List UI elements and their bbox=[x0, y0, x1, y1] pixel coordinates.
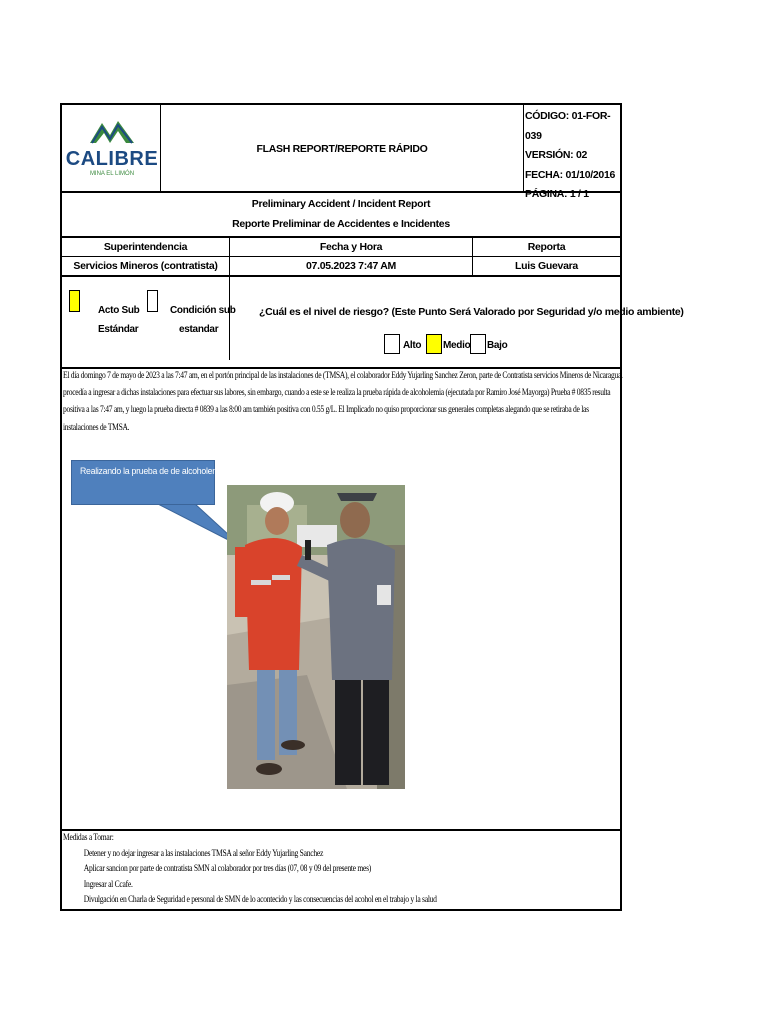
risk-bajo-label: Bajo bbox=[487, 340, 508, 351]
document-page: PÁGINA: 1 / 1 bbox=[525, 188, 589, 200]
risk-medio-box[interactable] bbox=[426, 334, 442, 354]
document-control-block bbox=[525, 107, 620, 205]
risk-bajo-box[interactable] bbox=[470, 334, 486, 354]
measures-section bbox=[63, 831, 591, 909]
company-name: CALIBRE bbox=[65, 148, 159, 170]
acto-sub-checkbox[interactable] bbox=[69, 290, 80, 312]
condicion-sub-label-2: estandar bbox=[179, 324, 219, 335]
document-version: VERSIÓN: 02 bbox=[525, 149, 588, 161]
incident-photo-image bbox=[227, 485, 405, 789]
risk-alto-box[interactable] bbox=[384, 334, 400, 354]
report-title: FLASH REPORT/REPORTE RÁPIDO bbox=[256, 142, 428, 155]
subtitle-english: Preliminary Accident / Incident Report bbox=[251, 198, 431, 210]
photo-callout bbox=[71, 460, 226, 505]
report-form bbox=[60, 103, 684, 911]
incident-narrative: El día domingo 7 de mayo de 2023 a las 7:47 am, en el portón principal de las instalaciones de (TMSA), el colaborador Eddy Yujarling Sanchez Zeron, parte de Contratista servicios Mineros de Nicaragua. procedía a ingresar a dichas instalaciones para efectuar sus labores, sin embargo, cuando a este se le realiza la prueba rápida de alcoholemia (ejecutada por Ramiro José Mayorga) Prueba # 0835 resulta positiva a las 7:47 am, y luego la prueba directa # 0839 a las 8:00 am también positiva con 0.55 g/L. El Implicado no quiso proporcionar sus generales completas alegando que se retiraba de las instalaciones de TMSA. bbox=[63, 370, 623, 432]
incident-photo bbox=[227, 485, 405, 789]
superintendencia-value: Servicios Mineros (contratista) bbox=[73, 260, 218, 272]
reporta-header: Reporta bbox=[527, 241, 566, 253]
calibre-logo bbox=[64, 107, 160, 191]
document-date: FECHA: 01/10/2016 bbox=[525, 168, 616, 181]
superintendencia-header: Superintendencia bbox=[103, 241, 188, 253]
risk-alto-label: Alto bbox=[403, 340, 422, 351]
measure-item: Ingresar al Ccafe. bbox=[83, 879, 133, 890]
subtitle-spanish: Reporte Preliminar de Accidentes e Incidentes bbox=[232, 218, 450, 230]
measure-item: Divulgación en Charla de Seguridad e personal de SMN de lo acontecido y las consecuencias del acohol en el trabajo y la salud bbox=[83, 895, 437, 905]
acto-sub-label-1: Acto Sub bbox=[98, 305, 140, 316]
risk-medio-label: Medio bbox=[443, 340, 471, 351]
company-subname: MINA EL LIMÓN bbox=[89, 171, 135, 177]
document-code: CÓDIGO: 01-FOR-039 bbox=[525, 110, 611, 142]
risk-question: ¿Cuál es el nivel de riesgo? (Este Punto Será Valorado por Seguridad y/o medio ambiente) bbox=[259, 306, 684, 318]
reporta-value: Luis Guevara bbox=[515, 260, 578, 272]
acto-sub-label-2: Estándar bbox=[98, 324, 139, 335]
measure-item: Detener y no dejar ingresar a las instalaciones TMSA al señor Eddy Yujarling Sanchez bbox=[83, 848, 324, 859]
measure-item: Aplicar sancion por parte de contratista SMN al colaborador por tres días (07, 08 y 09 del presente mes) bbox=[83, 864, 372, 874]
fecha-hora-value: 07.05.2023 7:47 AM bbox=[306, 260, 396, 272]
condicion-sub-checkbox[interactable] bbox=[147, 290, 158, 312]
measures-title: Medidas a Tomar: bbox=[63, 833, 114, 843]
callout-text: Realizando la prueba de de alcoholemia bbox=[80, 466, 226, 477]
condicion-sub-label-1: Condición sub bbox=[170, 305, 236, 316]
fecha-hora-header: Fecha y Hora bbox=[319, 241, 383, 253]
